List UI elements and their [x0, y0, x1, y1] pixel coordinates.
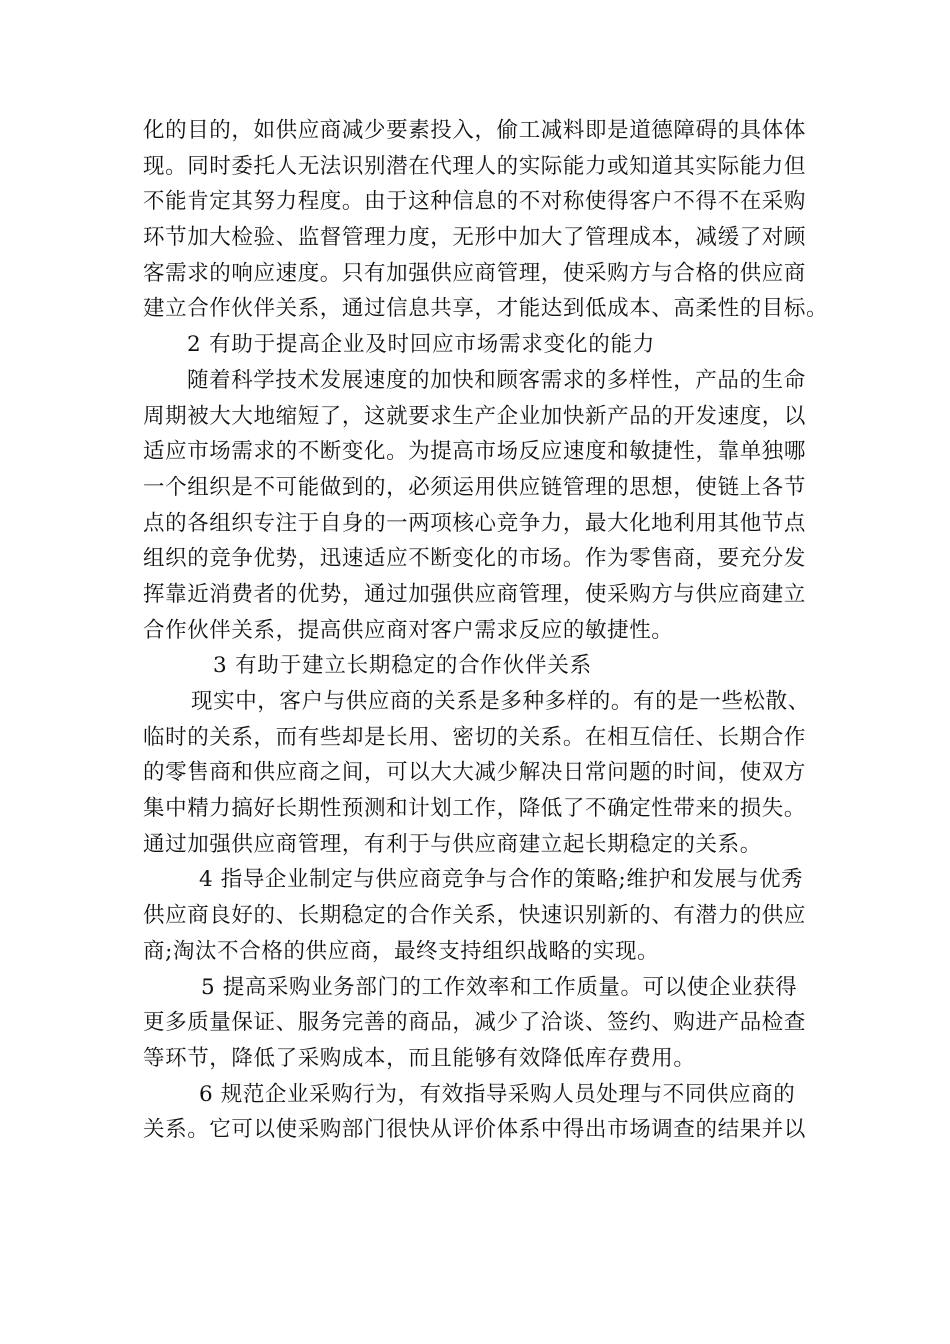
text-line: 适应市场需求的不断变化。为提高市场反应速度和敏捷性，靠单独哪 — [143, 439, 807, 465]
text-line: 周期被大大地缩短了，这就要求生产企业加快新产品的开发速度，以 — [143, 403, 807, 429]
section-heading-3: 3 有助于建立长期稳定的合作伙伴关系 — [213, 653, 592, 679]
text-line: 合作伙伴关系，提高供应商对客户需求反应的敏捷性。 — [143, 617, 674, 643]
text-line: 6 规范企业采购行为，有效指导采购人员处理与不同供应商的 — [199, 1081, 796, 1107]
text-line: 临时的关系，而有些却是长用、密切的关系。在相互信任、长期合作 — [143, 724, 807, 750]
text-line: 点的各组织专注于自身的一两项核心竞争力，最大化地利用其他节点 — [143, 510, 807, 536]
text-line: 建立合作伙伴关系，通过信息共享，才能达到低成本、高柔性的目标。 — [143, 296, 829, 322]
text-line: 客需求的响应速度。只有加强供应商管理，使采购方与合格的供应商 — [143, 260, 807, 286]
paragraph-2 — [143, 363, 806, 649]
paragraph-3 — [143, 684, 810, 862]
text-line: 化的目的，如供应商减少要素投入，偷工减料即是道德障碍的具体体 — [143, 118, 807, 143]
text-line: 现。同时委托人无法识别潜在代理人的实际能力或知道其实际能力但 — [143, 153, 807, 179]
text-line: 不能肯定其努力程度。由于这种信息的不对称使得客户不得不在采购 — [143, 189, 807, 215]
section-heading-2: 2 有助于提高企业及时回应市场需求变化的能力 — [187, 332, 656, 358]
paragraph-1 — [143, 113, 829, 327]
text-line: 供应商良好的、长期稳定的合作关系，快速识别新的、有潜力的供应 — [143, 903, 807, 929]
text-line: 挥靠近消费者的优势，通过加强供应商管理，使采购方与供应商建立 — [143, 581, 807, 607]
text-line: 5 提高采购业务部门的工作效率和工作质量。可以使企业获得 — [201, 974, 798, 1000]
document-body — [143, 113, 829, 1148]
paragraph-6 — [143, 1077, 806, 1148]
text-line: 等环节，降低了采购成本，而且能够有效降低库存费用。 — [143, 1045, 696, 1071]
text-line: 组织的竞争优势，迅速适应不断变化的市场。作为零售商，要充分发 — [143, 546, 807, 572]
text-line: 环节加大检验、监督管理力度，无形中加大了管理成本，减缓了对顾 — [143, 225, 807, 251]
paragraph-5 — [143, 970, 806, 1077]
text-line: 的零售商和供应商之间，可以大大减少解决日常问题的时间，使双方 — [143, 760, 807, 786]
text-line: 通过加强供应商管理，有利于与供应商建立起长期稳定的关系。 — [143, 831, 762, 857]
text-line: 一个组织是不可能做到的，必须运用供应链管理的思想，使链上各节 — [143, 474, 807, 500]
text-line: 商;淘汰不合格的供应商，最终支持组织战略的实现。 — [143, 938, 660, 964]
text-line: 随着科学技术发展速度的加快和顾客需求的多样性，产品的生命 — [187, 367, 806, 393]
text-line: 关系。它可以使采购部门很快从评价体系中得出市场调查的结果并以 — [143, 1117, 807, 1143]
paragraph-4 — [143, 862, 806, 969]
text-line: 集中精力搞好长期性预测和计划工作，降低了不确定性带来的损失。 — [143, 796, 807, 822]
text-line: 现实中，客户与供应商的关系是多种多样的。有的是一些松散、 — [191, 689, 810, 714]
text-line: 更多质量保证、服务完善的商品，减少了洽谈、签约、购进产品检查 — [143, 1010, 807, 1036]
text-line: 4 指导企业制定与供应商竞争与合作的策略;维护和发展与优秀 — [199, 867, 804, 893]
